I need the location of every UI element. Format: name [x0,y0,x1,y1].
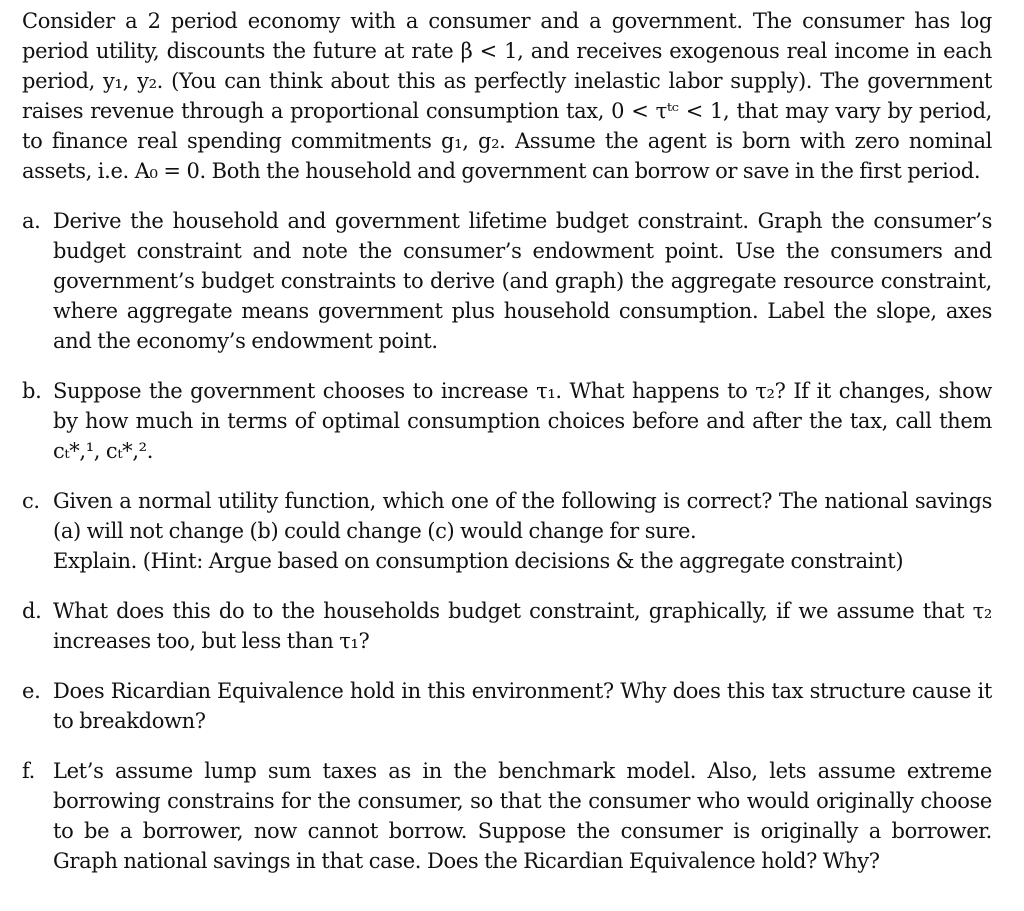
question-f [22,756,992,876]
problem-intro: Consider a 2 period economy with a consumer and a government. The consumer has log period utility, discounts the future at rate β < 1, and receives exogenous real income in each period, y₁, y₂. (You can think about this as perfectly inelastic labor supply). The government raises revenue through a proportional consumption tax, 0 < τᵗᶜ < 1, that may vary by period, to finance real spending commitments g₁, g₂. Assume the agent is born with zero nominal assets, i.e. A₀ = 0. Both the household and government can borrow or save in the first period. [22,9,992,183]
question-label: f. [22,759,35,783]
question-text: Let’s assume lump sum taxes as in the benchmark model. Also, lets assume extreme borrowing constrains for the consumer, so that the consumer who would originally choose to be a borrower, now cannot borrow. Suppose the consumer is originally a borrower. Graph national savings in that case. Does the Ricardian Equivalence hold? Why? [53,759,992,873]
question-label: b. [22,379,42,403]
question-label: c. [22,489,40,513]
question-a [22,206,992,356]
question-d [22,596,992,656]
question-e [22,676,992,736]
question-text: Given a normal utility function, which one of the following is correct? The national savings (a) will not change (b) could change (c) would change for sure. Explain. (Hint: Argue based on consumption decisions & the aggregate constraint) [53,489,992,573]
question-text: Does Ricardian Equivalence hold in this environment? Why does this tax structure cause it to breakdown? [53,679,992,733]
question-b [22,376,992,466]
question-label: d. [22,599,42,623]
question-label: a. [22,209,41,233]
question-text: What does this do to the households budget constraint, graphically, if we assume that τ₂ increases too, but less than τ₁? [53,599,992,653]
question-text: Derive the household and government lifetime budget constraint. Graph the consumer’s budget constraint and note the consumer’s endowment point. Use the consumers and government’s budget constraints to derive (and graph) the aggregate resource constraint, where aggregate means government plus household consumption. Label the slope, axes and the economy’s endowment point. [53,209,992,353]
question-c [22,486,992,576]
question-label: e. [22,679,41,703]
question-text: Suppose the government chooses to increase τ₁. What happens to τ₂? If it changes, show by how much in terms of optimal consumption choices before and after the tax, call them cₜ*,¹, cₜ*,². [53,379,992,463]
